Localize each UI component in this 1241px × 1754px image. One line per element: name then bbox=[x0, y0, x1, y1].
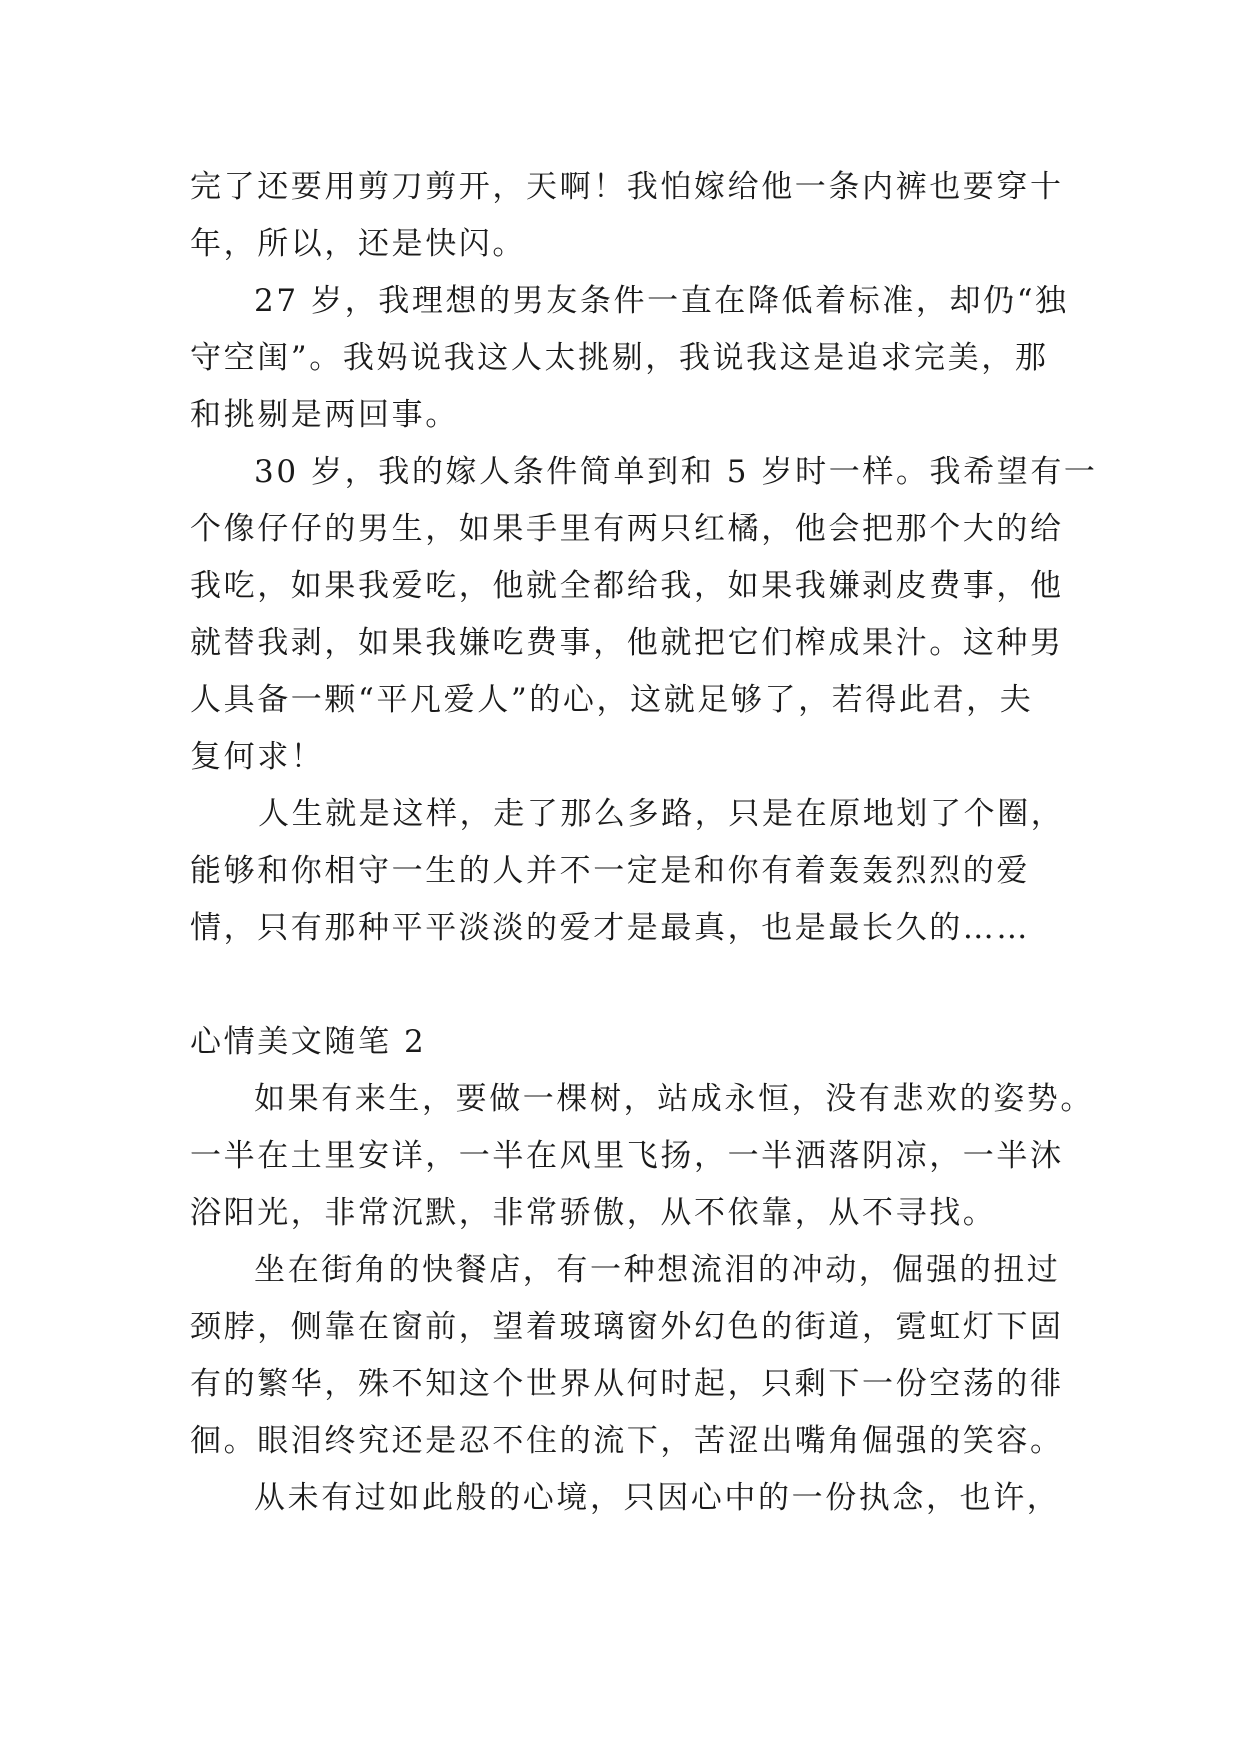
text-line: 就替我剥，如果我嫌吃费事，他就把它们榨成果汁。这种男 bbox=[190, 625, 1064, 661]
paragraph-start: 27 岁，我理想的男友条件一直在降低着标准，却仍“独 bbox=[254, 283, 1069, 319]
text-line: 情，只有那种平平淡淡的爱才是最真，也是最长久的…… bbox=[190, 910, 1030, 946]
text-line: 颈脖，侧靠在窗前，望着玻璃窗外幻色的街道，霓虹灯下固 bbox=[190, 1309, 1064, 1345]
text-line: 徊。眼泪终究还是忍不住的流下，苦涩出嘴角倔强的笑容。 bbox=[190, 1423, 1064, 1459]
text-line: 和挑剔是两回事。 bbox=[190, 397, 459, 433]
text-line: 复何求！ bbox=[190, 739, 325, 775]
paragraph-start: 人生就是这样，走了那么多路，只是在原地划了个圈， bbox=[258, 796, 1065, 832]
text-line: 年，所以，还是快闪。 bbox=[190, 226, 526, 262]
text-line: 完了还要用剪刀剪开，天啊！我怕嫁给他一条内裤也要穿十 bbox=[190, 169, 1064, 205]
text-line: 人具备一颗“平凡爱人”的心，这就足够了，若得此君，夫 bbox=[190, 682, 1034, 718]
section-heading: 心情美文随笔 2 bbox=[190, 1024, 427, 1060]
text-line: 有的繁华，殊不知这个世界从何时起，只剩下一份空荡的徘 bbox=[190, 1366, 1064, 1402]
text-line: 我吃，如果我爱吃，他就全都给我，如果我嫌剥皮费事，他 bbox=[190, 568, 1064, 604]
text-line: 守空闺”。我妈说我这人太挑剔，我说我这是追求完美，那 bbox=[190, 340, 1049, 376]
paragraph-start: 坐在街角的快餐店，有一种想流泪的冲动，倔强的扭过 bbox=[254, 1252, 1061, 1288]
text-line: 能够和你相守一生的人并不一定是和你有着轰轰烈烈的爱 bbox=[190, 853, 1030, 889]
paragraph-start: 从未有过如此般的心境，只因心中的一份执念，也许， bbox=[254, 1480, 1061, 1516]
text-line: 一半在土里安详，一半在风里飞扬，一半洒落阴凉，一半沐 bbox=[190, 1138, 1064, 1174]
paragraph-start: 30 岁，我的嫁人条件简单到和 5 岁时一样。我希望有一 bbox=[254, 454, 1098, 490]
paragraph-start: 如果有来生，要做一棵树，站成永恒，没有悲欢的姿势。 bbox=[254, 1081, 1094, 1117]
text-line: 浴阳光，非常沉默，非常骄傲，从不依靠，从不寻找。 bbox=[190, 1195, 997, 1231]
text-line: 个像仔仔的男生，如果手里有两只红橘，他会把那个大的给 bbox=[190, 511, 1064, 547]
